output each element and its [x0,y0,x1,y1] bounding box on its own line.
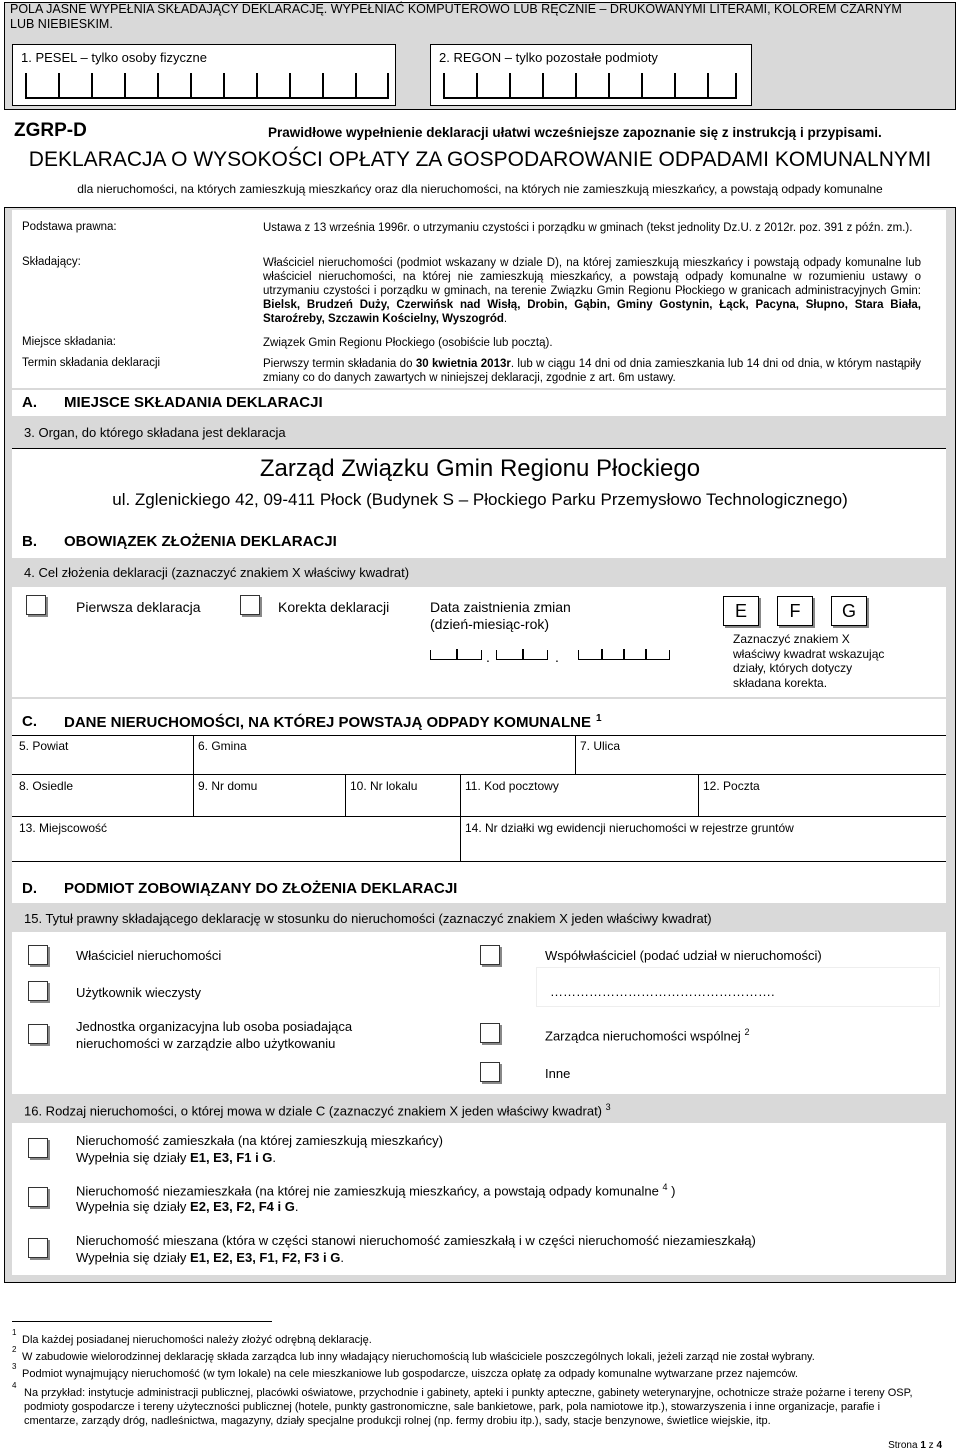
legal-basis-text: Ustawa z 13 września 1996r. o utrzymaniu czystości i porządku w gminach (tekst jednolity Dz.U. z 2012r. poz. 391 z późn. zm.). [263,222,913,234]
perpetual-checkbox[interactable] [28,981,48,1001]
type-mixed-title: Nieruchomość mieszana (która w części stanowi nieruchomość zamieszkałą i w części nieruchomość niezamieszkałą) [76,1233,756,1248]
first-declaration-label: Pierwsza deklaracja [76,599,201,615]
box-g[interactable]: G [831,596,867,626]
footnote-2-text: W zabudowie wielorodzinnej deklarację składa zarządca lub inny władający nieruchomością lub właściciele poszczególnych lokali, jeżeli zarząd nie został wybrany. [22,1351,815,1363]
legal-submitter-text [263,256,921,326]
co-owner-label: Współwłaściciel (podać udział w nieruchomości) [545,948,822,963]
legal-deadline-label: Termin składania deklaracji [22,357,161,369]
pesel-field[interactable] [12,44,396,106]
manager-label-text: Zarządca nieruchomości wspólnej [545,1028,741,1044]
deadline-date: 30 kwietnia 2013r [415,358,511,370]
type2-bold: E2, E3, F2, F4 i G [190,1199,295,1214]
main-title: DEKLARACJA O WYSOKOŚCI OPŁATY ZA GOSPODAROWANIE ODPADAMI KOMUNALNYMI [28,148,932,171]
unit-label-2: nieruchomości w zarządzie albo użytkowaniu [76,1036,336,1051]
organ-address: ul. Zglenickiego 42, 09-411 Płock (Budynek S – Płockiego Parku Przemysłowo Technologicznego) [112,490,848,509]
type-mixed-sections [76,1250,344,1265]
field-nr-lokalu[interactable]: 10. Nr lokalu [350,779,418,793]
submitter-gminy: Bielsk, Brudzeń Duży, Czerwińsk nad Wisłą, Drobin, Gąbin, Gminy Gostynin, Łąck, Pacyna, Słupno, Stara Biała, Staroźreby, Szczawin Kościelny, Wyszogród [263,299,921,325]
field-poczta[interactable]: 12. Poczta [703,779,760,793]
unit-checkbox[interactable] [28,1024,48,1044]
type1-period: . [272,1150,277,1165]
change-date-format: (dzień-miesiąc-rok) [430,616,550,632]
footnote-1-text: Dla każdej posiadanej nieruchomości należy złożyć odrębną deklarację. [22,1334,372,1346]
type2-pre: Wypełnia się działy [76,1199,191,1214]
pesel-comb[interactable] [25,75,389,99]
correction-checkbox[interactable] [240,595,260,615]
organ-label: 3. Organ, do którego składana jest deklaracja [24,425,286,440]
regon-field[interactable] [430,44,752,106]
pesel-label: 1. PESEL – tylko osoby fizyczne [21,50,207,65]
field-gmina[interactable]: 6. Gmina [198,739,247,753]
section-b-letter: B. [22,533,37,550]
legal-submitter-label: Składający: [22,256,81,268]
type2-sup: 4 [662,1182,668,1192]
type-mixed-checkbox[interactable] [28,1238,48,1258]
co-owner-checkbox[interactable] [480,945,500,965]
footnote-1 [12,1328,937,1347]
deadline-pre: Pierwszy termin składania do [263,358,416,370]
type3-pre: Wypełnia się działy [76,1250,191,1265]
footnote-1-num: 1 [12,1328,17,1337]
instruction-note: Prawidłowe wypełnienie deklaracji ułatwi wcześniejsze zapoznanie się z instrukcją i przypisami. [268,125,882,140]
change-date-label: Data zaistnienia zmian [430,599,571,615]
first-declaration-checkbox[interactable] [26,595,46,615]
type2-period: . [294,1199,299,1214]
page-num: 1 [920,1440,926,1451]
footnote-separator [12,1321,272,1322]
correction-label: Korekta deklaracji [278,599,390,615]
footnote-3-num: 3 [12,1362,17,1371]
owner-label: Właściciel nieruchomości [76,948,222,963]
page-number [888,1440,942,1451]
f16-sup: 3 [605,1102,611,1112]
legal-basis-label: Podstawa prawna: [22,221,117,233]
type2-title-text: Nieruchomość niezamieszkała (na której nie zamieszkują mieszkańcy, a powstają odpady komunalne [76,1183,659,1199]
legal-place-text: Związek Gmin Regionu Płockiego (osobiście lub pocztą). [263,337,553,349]
manager-sup: 2 [744,1027,750,1037]
regon-label: 2. REGON – tylko pozostałe podmioty [439,50,658,65]
change-date-year[interactable] [578,650,670,660]
type1-bold: E1, E3, F1 i G [190,1150,273,1165]
subtitle: dla nieruchomości, na których zamieszkują mieszkańcy oraz dla nieruchomości, na których nie zamieszkują mieszkańcy, a powstają odpady komunalne [77,182,883,196]
footnote-3 [12,1362,937,1381]
other-label: Inne [545,1066,571,1081]
form-code: ZGRP-D [14,120,87,141]
change-date-day[interactable] [430,650,482,660]
field-ulica[interactable]: 7. Ulica [580,739,621,753]
field-osiedle[interactable]: 8. Osiedle [19,779,74,793]
section-c-letter: C. [22,713,37,730]
deadline-post: . lub w ciągu 14 dni od dnia zamieszkania lub 14 dni od dnia, w którym nastąpiły zmiany co do danych zawartych w niniejszej deklaracji, zgodnie z art. 6m ustawy. [263,358,921,384]
date-dot-2: . [555,649,559,665]
page-total: 4 [936,1440,942,1451]
type3-period: . [340,1250,344,1265]
page-of: z [925,1440,937,1451]
section-c-title-text: DANE NIERUCHOMOŚCI, NA KTÓREJ POWSTAJĄ ODPADY KOMUNALNE [64,714,591,731]
field-kod-pocztowy[interactable]: 11. Kod pocztowy [465,779,559,793]
section-b-title: OBOWIĄZEK ZŁOŻENIA DEKLARACJI [64,533,337,550]
legal-deadline-text [263,357,921,385]
page-label: Strona [888,1440,921,1451]
type3-bold: E1, E2, E3, F1, F2, F3 i G [190,1250,341,1265]
type1-pre: Wypełnia się działy [76,1150,191,1165]
type-uninhabited-checkbox[interactable] [28,1187,48,1207]
regon-comb[interactable] [443,75,737,99]
other-checkbox[interactable] [480,1062,500,1082]
header-note: POLA JASNE WYPEŁNIA SKŁADAJĄCY DEKLARACJĘ. WYPEŁNIAĆ KOMPUTEROWO LUB RĘCZNIE – DRUKOWANYMI LITERAMI, KOLOREM CZARNYM LUB NIEBIESKIM. [10,2,902,31]
box-f[interactable]: F [777,596,813,626]
period: . [503,313,508,325]
perpetual-label: Użytkownik wieczysty [76,985,201,1000]
purpose-label: 4. Cel złożenia deklaracji (zaznaczyć znakiem X właściwy kwadrat) [24,565,410,580]
owner-checkbox[interactable] [28,945,48,965]
manager-checkbox[interactable] [480,1023,500,1043]
footnote-3-text: Podmiot wynajmujący nieruchomość (w tym lokale) na cele mieszkaniowe lub gospodarcze, uiszcza opłatę za odpady komunalne wytwarzane przez najemców. [22,1368,798,1380]
unit-label-1: Jednostka organizacyjna lub osoba posiadająca [76,1019,353,1034]
section-c-sup: 1 [595,713,602,724]
footnote-2 [12,1345,937,1364]
field-powiat[interactable]: 5. Powiat [19,739,69,753]
manager-label [545,1027,749,1043]
field-miejscowosc[interactable]: 13. Miejscowość [19,821,108,835]
footnote-4-text: Na przykład: instytucje administracji publicznej, placówki oświatowe, przychodnie i gabinety, apteki i punkty apteczne, gabinety weterynaryjne, ochotnicze straże pożarne i tereny OSP, podmioty gospodarcze i tereny użyteczności publicznej (hotele, punkty gastronomiczne, sale bankietowe, park, pola namiotowe itp.), stowarzyszenia i inne organizacje, parafie i cmentarze, zarządy dróg, nadleśnictwa, magazyny, działy specjalne produkcji rolnej (np. fermy drobiu itp.), sady, stacje benzynowe, świetlice wiejskie, itp. [24,1387,913,1427]
section-a-title: MIEJSCE SKŁADANIA DEKLARACJI [64,394,323,411]
change-date-month[interactable] [496,650,548,660]
footnote-2-num: 2 [12,1345,17,1354]
section-d-title: PODMIOT ZOBOWIĄZANY DO ZŁOŻENIA DEKLARACJI [64,880,458,897]
footnote-4 [12,1381,937,1428]
co-owner-dots: ……………………………………………. [550,984,775,999]
type-inhabited-checkbox[interactable] [28,1138,48,1158]
type-uninhabited-title [76,1182,675,1198]
property-grid [12,735,946,861]
field-nr-dzialki[interactable]: 14. Nr działki wg ewidencji nieruchomości w rejestrze gruntów [465,821,794,835]
efg-note: Zaznaczyć znakiem X właściwy kwadrat wskazując działy, których dotyczy składana korekta. [733,632,885,690]
f16-label-text: 16. Rodzaj nieruchomości, o której mowa w dziale C (zaznaczyć znakiem X jeden właściwy kwadrat) [24,1103,603,1119]
f16-label [24,1102,611,1118]
footnote-4-num: 4 [12,1381,17,1390]
organ-name: Zarząd Związku Gmin Regionu Płockiego [259,455,701,482]
submitter-text: Właściciel nieruchomości (podmiot wskazany w dziale D), na której zamieszkują mieszkańcy i powstają odpady komunalne lub właściciel nieruchomości, na której nie zamieszkują mieszkańcy, a powstają odpady komunalne w rozumieniu ustawy o utrzymaniu czystości i porządku w gminach, na terenie Związku Gmin Regionu Płockiego w granicach administracyjnych Gmin: [263,257,921,297]
type-inhabited-title: Nieruchomość zamieszkała (na której zamieszkują mieszkańcy) [76,1133,444,1148]
type-uninhabited-sections [76,1199,298,1214]
section-a-letter: A. [22,394,37,411]
box-e[interactable]: E [723,596,759,626]
type2-close: ) [667,1183,676,1199]
f15-label: 15. Tytuł prawny składającego deklarację w stosunku do nieruchomości (zaznaczyć znakiem X jeden właściwy kwadrat) [24,911,712,926]
type-inhabited-sections [76,1150,276,1165]
legal-place-label: Miejsce składania: [22,336,116,348]
section-d-letter: D. [22,880,37,897]
field-nr-domu[interactable]: 9. Nr domu [198,779,258,793]
date-dot-1: . [486,649,490,665]
section-c-title [64,713,602,731]
